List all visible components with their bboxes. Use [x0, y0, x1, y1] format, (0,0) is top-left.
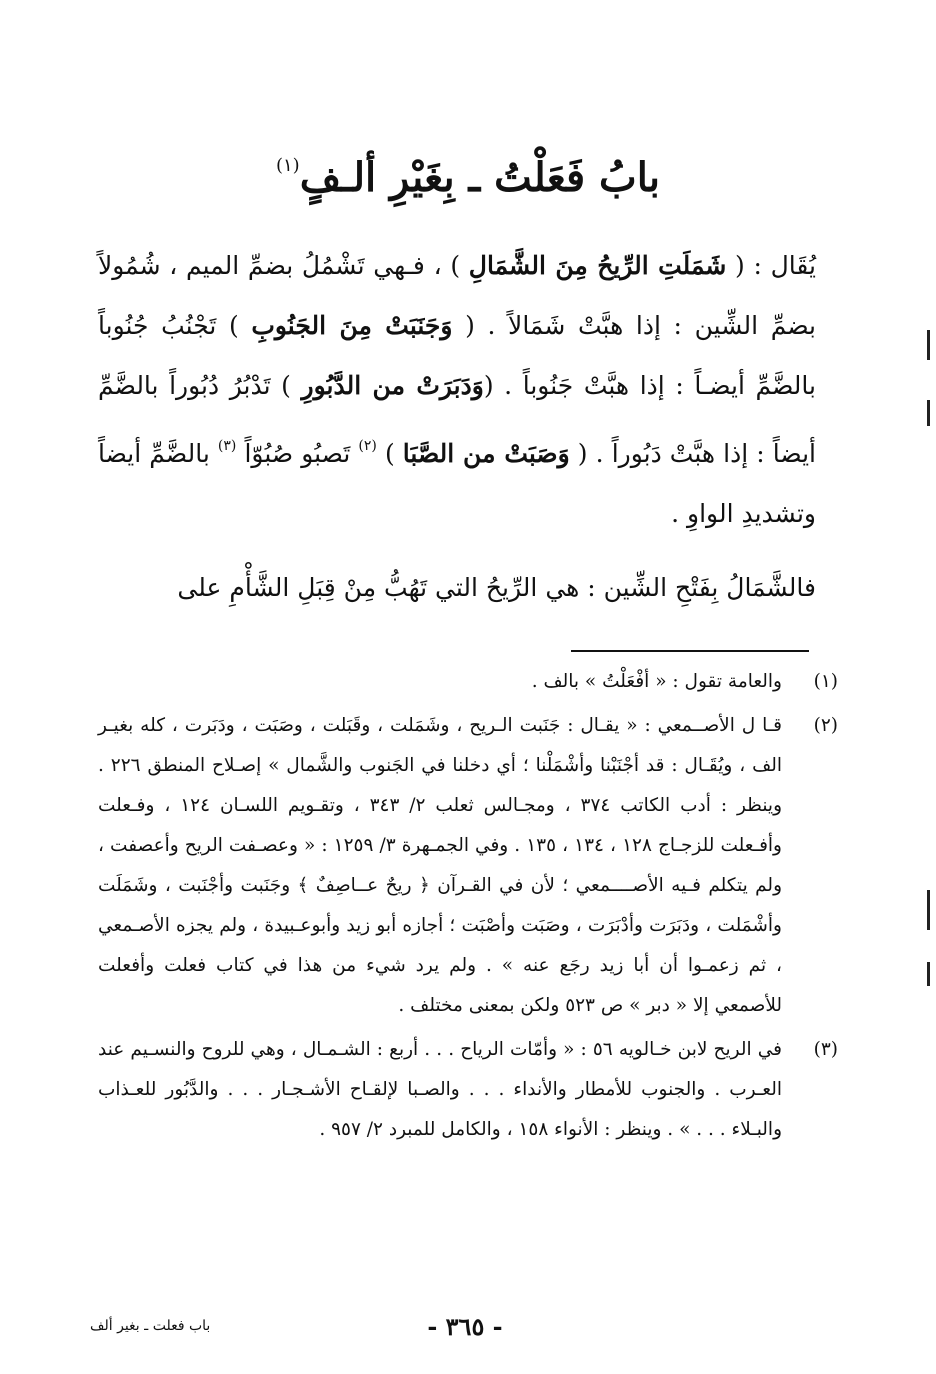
chapter-title-text: بابُ فَعَلْتُ ـ بِغَيْرِ ألـفٍ [299, 154, 661, 201]
footnote-ref-2[interactable]: (٢) [358, 438, 377, 454]
paragraph-1-mid-4: ) [376, 439, 403, 468]
phrase-shamalat: شَمَلَتِ الرِّيحُ مِنَ الشَّمَالِ [468, 251, 727, 280]
paragraph-1 [98, 236, 816, 544]
footnote-1 [98, 662, 838, 702]
footnote-ref-3[interactable]: (٣) [217, 438, 237, 454]
paragraph-1-mid-5: تَصبُو صُبُوّاً [236, 439, 359, 468]
paragraph-1-mid-1: ) ، فـهي تَشْمُلُ بضمِّ الميم ، شُمُولاً بضمِّ الشِّين : إذا هبَّتْ شَمَالاً . ( [98, 251, 816, 340]
chapter-footnote-marker: (١) [275, 155, 300, 176]
page-number: - ٣٦٥ - [427, 1312, 503, 1341]
footnote-3 [98, 1030, 838, 1150]
scan-edge-mark [927, 400, 930, 426]
chapter-title [0, 138, 936, 206]
paragraph-1-lead: يُقَال : ( [726, 251, 817, 280]
paragraph-1-mid-3: ) تَدْبُرُ دُبُوراً بالضَّمِّ أيضاً : إذا هبَّتْ دَبُوراً . ( [98, 371, 816, 468]
footnotes-section [98, 662, 838, 1150]
main-text [98, 236, 816, 618]
paragraph-2: فالشَّمَالُ بِفَتْحِ الشِّين : هي الرِّيحُ التي تَهُبُّ مِنْ قِبَلِ الشَّأْمِ على [177, 573, 816, 602]
scan-edge-mark [927, 330, 930, 360]
footnote-number: (١) [813, 671, 838, 692]
footnote-2 [98, 706, 838, 1026]
phrase-sabat: وَصَبَتْ من الصَّبَا [402, 439, 570, 468]
phrase-janabat: وَجَنَبَتْ مِنَ الجَنُوبِ [251, 311, 453, 340]
phrase-dabarat: وَدَبَرَتْ من الدَّبُورِ [301, 371, 484, 400]
paragraph-1-tail: بالضَّمِّ أيضاً وتشديدِ الواوِ . [98, 439, 816, 528]
footnote-number: (٣) [813, 1039, 838, 1060]
page-footer [0, 1312, 936, 1342]
footnote-text: في الريح لابن خـالويه ٥٦ : « وأمّات الرياح . . . أربع : الشـمـال ، وهي للروح والنسـيم عند العـرب . والجنوب للأمطار والأنداء . . . والصـبا لإلقـاح الأشـجـار . . . والدَّبُور للعـذاب والبـلاء . . . » . وينظر : الأنواء ١٥٨ ، والكامل للمبرد ٢/ ٩٥٧ . [98, 1039, 782, 1140]
running-head: باب فعلت ـ بغير ألف [90, 1318, 211, 1334]
footnote-text: قـا ل الأصــمعي : « يقـال : جَنَبت الـريح ، وشَمَلت ، وقَبَلت ، وصَبَت ، ودَبَرت ، كله بغيـر الف ، ويُقَـال : قد أجْنَبْنا وأشْمَلْنا ؛ أي دخلنا في الجَنوب والشَّمال » إصـلاح المنطق ٢٢٦ . وينظر : أدب الكاتب ٣٧٤ ، ومجـالس ثعلب ٢/ ٣٤٣ ، وتقـويم اللسـان ١٢٤ ، وفـعلت وأفـعلت للزجـاج ١٢٨ ، ١٣٤ ، ١٣٥ . وفي الجمـهرة ٣/ ١٢٥٩ : « وعصـفت الريح وأعصفت ، ولم يتكلم فـيه الأصــــمعي ؛ لأن في القـرآن ﴿ ريحٌ عــاصِفٌ ﴾ وجَنَبت وأجْنَبت ، وشَمَلَت وأشْمَلت ، ودَبَرَت وأدْبَرَت ، وصَبَت وأصْبَت ؛ أجازه أبو زيد وأبوعـبيدة ، ولم يجزه الأصـمعي ، ثم زعمـوا أن أبا زيد رجَع عنه » . ولم يرد شيء من هذا في كتاب فعلت وأفعلت للأصمعي إلا « دبر » ص ٥٢٣ ولكن بمعنى مختلف . [98, 715, 783, 1016]
scan-edge-mark [927, 890, 930, 930]
footnote-text: والعامة تقول : « أفْعَلْتُ » بالف . [531, 671, 782, 692]
paragraph-1-mid-2: ) تَجْنُبُ جُنُوباً بالضَّمِّ أيضـاً : إذا هبَّتْ جَنُوباً . ( [98, 311, 817, 400]
footnote-divider [571, 650, 809, 652]
footnote-number: (٢) [813, 715, 838, 736]
scan-edge-mark [927, 962, 930, 986]
